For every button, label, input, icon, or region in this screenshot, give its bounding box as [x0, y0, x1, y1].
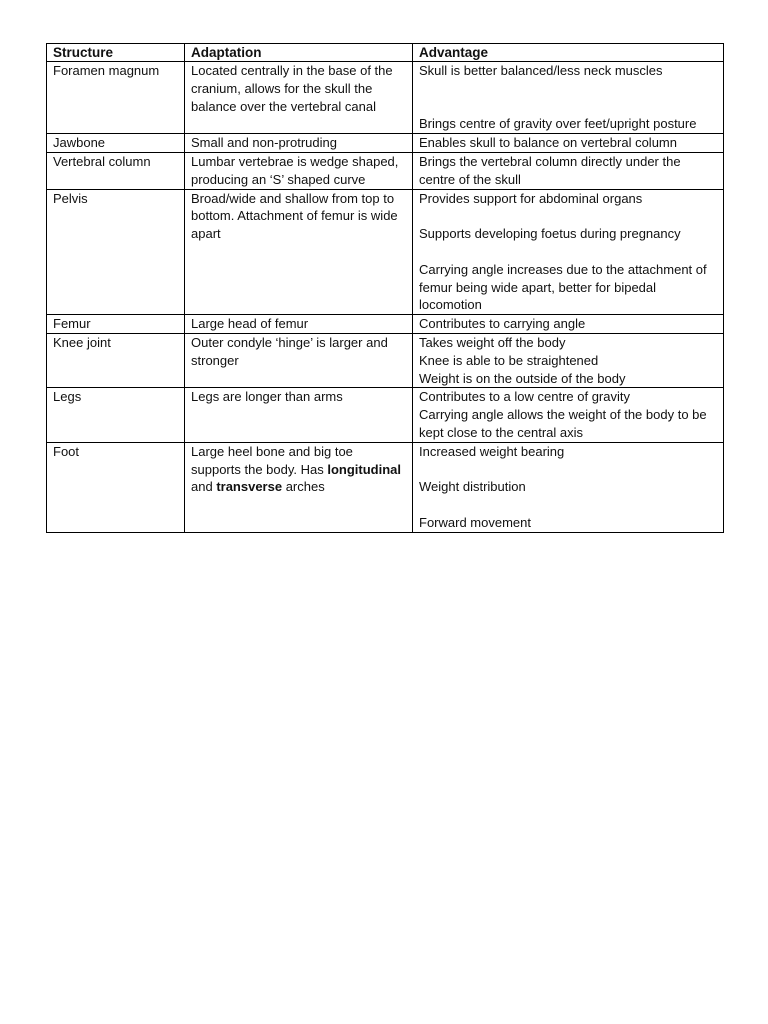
header-adaptation: Adaptation — [185, 44, 413, 62]
advantage-cell — [413, 152, 724, 189]
adaptation-cell: Broad/wide and shallow from top to bottom. Attachment of femur is wide apart — [185, 189, 413, 315]
advantage-cell — [413, 388, 724, 442]
advantage-cell — [413, 134, 724, 153]
adaptation-cell: Lumbar vertebrae is wedge shaped, producing an ‘S’ shaped curve — [185, 152, 413, 189]
adaptations-table — [46, 43, 724, 533]
adaptation-text: Large heel bone and big toe supports the body. Has — [191, 443, 353, 477]
adaptation-bold-term: longitudinal — [327, 461, 401, 477]
advantage-line: Contributes to a low centre of gravity — [419, 389, 630, 405]
structure-cell: Foramen magnum — [47, 62, 185, 134]
advantage-line: Weight distribution — [419, 479, 526, 495]
table-row — [47, 388, 724, 442]
structure-cell: Vertebral column — [47, 152, 185, 189]
advantage-cell — [413, 189, 724, 315]
header-advantage: Advantage — [413, 44, 724, 62]
advantage-line: Knee is able to be straightened — [419, 352, 599, 368]
adaptation-cell: Large head of femur — [185, 315, 413, 334]
table-row — [47, 62, 724, 134]
table-header-row — [47, 44, 724, 62]
structure-cell: Pelvis — [47, 189, 185, 315]
structure-cell: Jawbone — [47, 134, 185, 153]
advantage-line: Weight is on the outside of the body — [419, 370, 626, 386]
advantage-line: Enables skull to balance on vertebral column — [419, 135, 677, 151]
adaptation-cell: Outer condyle ‘hinge’ is larger and stronger — [185, 333, 413, 387]
table-row — [47, 152, 724, 189]
adaptation-cell: Small and non-protruding — [185, 134, 413, 153]
table-row — [47, 442, 724, 532]
adaptation-text: and — [191, 479, 217, 495]
table-row — [47, 333, 724, 387]
advantage-line: Carrying angle increases due to the attachment of femur being wide apart, better for bipedal locomotion — [419, 261, 707, 313]
table-row — [47, 315, 724, 334]
table-row — [47, 134, 724, 153]
advantage-cell — [413, 62, 724, 134]
structure-cell: Legs — [47, 388, 185, 442]
advantage-line: Forward movement — [419, 514, 531, 530]
structure-cell: Knee joint — [47, 333, 185, 387]
advantage-line: Carrying angle allows the weight of the body to be kept close to the central axis — [419, 407, 707, 440]
advantage-line: Brings centre of gravity over feet/upright posture — [419, 116, 697, 132]
advantage-cell — [413, 333, 724, 387]
advantage-line: Supports developing foetus during pregnancy — [419, 226, 681, 242]
table-row — [47, 189, 724, 315]
advantage-line: Brings the vertebral column directly under the centre of the skull — [419, 153, 681, 187]
adaptation-cell: Located centrally in the base of the cranium, allows for the skull the balance over the vertebral canal — [185, 62, 413, 134]
structure-cell: Foot — [47, 442, 185, 532]
advantage-line: Contributes to carrying angle — [419, 316, 586, 332]
advantage-cell — [413, 442, 724, 532]
advantage-line: Provides support for abdominal organs — [419, 190, 643, 206]
structure-cell: Femur — [47, 315, 185, 334]
adaptation-cell: Legs are longer than arms — [185, 388, 413, 442]
adaptation-bold-term: transverse — [216, 479, 283, 495]
header-structure: Structure — [47, 44, 185, 62]
advantage-cell — [413, 315, 724, 334]
advantage-line: Increased weight bearing — [419, 443, 565, 459]
adaptation-text: arches — [282, 479, 325, 495]
advantage-line: Takes weight off the body — [419, 334, 566, 350]
advantage-line: Skull is better balanced/less neck muscles — [419, 63, 663, 78]
adaptation-cell — [185, 442, 413, 532]
